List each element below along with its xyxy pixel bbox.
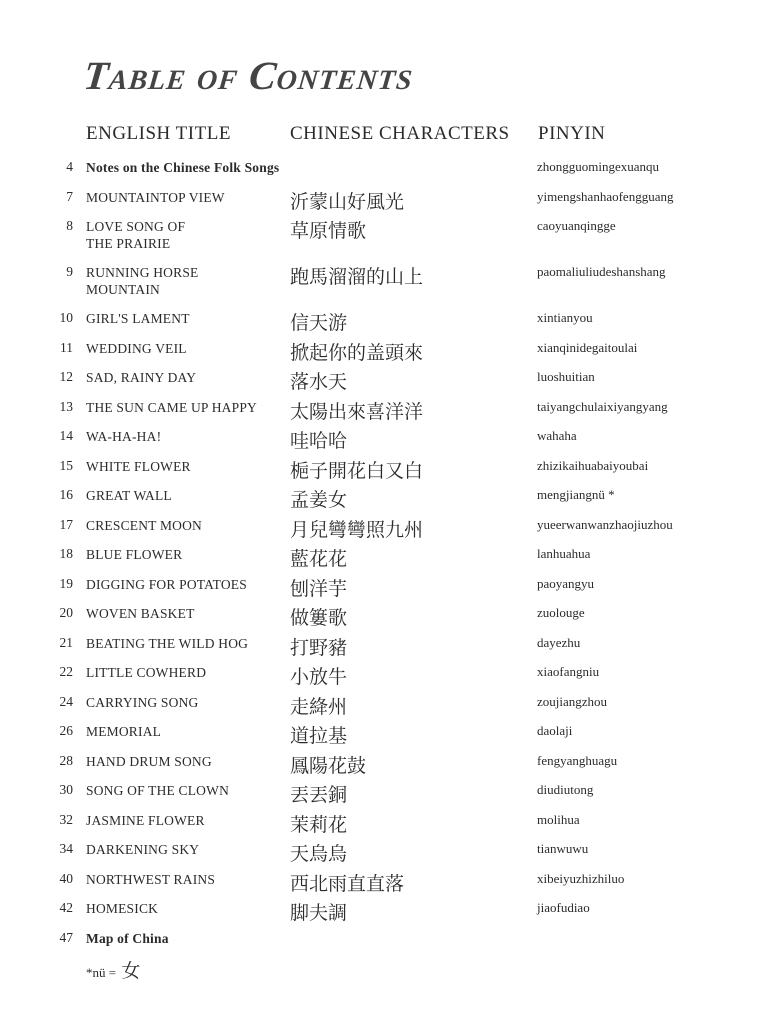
page-title: Table of Contents [81, 53, 416, 98]
chinese-characters: 沂蒙山好風光 [290, 190, 405, 213]
english-title: LITTLE COWHERD [86, 665, 207, 680]
english-title: WA-HA-HA! [86, 429, 162, 444]
chinese-characters: 丟丟銅 [290, 784, 348, 806]
chinese-characters: 天烏烏 [290, 843, 348, 865]
pinyin: xibeiyuzhizhiluo [537, 870, 625, 886]
pinyin: molihua [537, 811, 580, 827]
footnote [86, 956, 140, 983]
page-number: 20 [59, 605, 73, 620]
pinyin: fengyanghuagu [537, 752, 618, 768]
toc-row [0, 716, 768, 746]
page-number: 10 [59, 310, 73, 325]
chinese-characters: 跑馬溜溜的山上 [290, 266, 424, 288]
english-title: BLUE FLOWER [86, 547, 183, 562]
english-title: CRESCENT MOON [86, 517, 202, 533]
toc-row [0, 628, 768, 658]
pinyin: dayezhu [537, 634, 581, 650]
pinyin: jiaofudiao [537, 900, 590, 915]
page-number: 47 [59, 929, 73, 945]
toc-row [0, 569, 768, 599]
toc-row [0, 211, 768, 257]
toc-row [0, 687, 768, 717]
chinese-characters: 刨洋芋 [290, 577, 348, 600]
english-title: CARRYING SONG [86, 694, 199, 710]
chinese-characters: 走絳州 [290, 695, 348, 718]
english-title: GIRL'S LAMENT [86, 311, 190, 326]
english-title: SAD, RAINY DAY [86, 370, 197, 385]
pinyin: wahaha [537, 428, 577, 443]
toc-row [0, 834, 768, 864]
english-title: SONG OF THE CLOWN [86, 783, 230, 798]
page-number: 19 [59, 575, 73, 591]
english-title: THE SUN CAME UP HAPPY [86, 399, 257, 415]
chinese-characters: 月兒彎彎照九州 [290, 518, 424, 541]
chinese-characters: 孟姜女 [290, 489, 348, 511]
english-title: HOMESICK [86, 901, 159, 916]
chinese-characters: 掀起你的盖頭來 [290, 341, 424, 364]
toc-row [0, 893, 768, 923]
chinese-characters: 藍花花 [290, 548, 348, 570]
english-title: HAND DRUM SONG [86, 753, 212, 769]
toc-row [0, 657, 768, 687]
pinyin: caoyuanqingge [537, 218, 616, 233]
chinese-characters: 做簍歌 [290, 607, 348, 629]
english-title: Notes on the Chinese Folk Songs [86, 160, 280, 175]
header-pinyin: PINYIN [538, 123, 606, 144]
page-number: 32 [59, 811, 73, 827]
pinyin: taiyangchulaixiyangyang [537, 398, 668, 414]
english-title: MEMORIAL [86, 724, 162, 739]
page-number: 42 [59, 900, 73, 915]
page-number: 4 [66, 159, 73, 174]
pinyin: zhizikaihuabaiyoubai [537, 457, 649, 473]
page-number: 34 [59, 841, 73, 856]
toc-row [0, 182, 768, 212]
chinese-characters: 信天游 [290, 312, 348, 334]
chinese-characters: 草原情歌 [290, 220, 367, 242]
toc-row [0, 510, 768, 540]
toc-row [0, 864, 768, 894]
chinese-characters: 茉莉花 [290, 813, 348, 836]
chinese-characters: 哇哈哈 [290, 430, 348, 452]
page-number: 28 [59, 752, 73, 768]
chinese-characters: 道拉基 [290, 725, 348, 747]
page-number: 12 [59, 369, 73, 384]
english-title: NORTHWEST RAINS [86, 871, 216, 887]
pinyin: mengjiangnü * [537, 487, 615, 502]
pinyin: lanhuahua [537, 546, 591, 561]
toc-table [0, 152, 768, 952]
page-number: 15 [59, 457, 73, 473]
page-number: 40 [59, 870, 73, 886]
english-title: BEATING THE WILD HOG [86, 635, 249, 651]
toc-row [0, 805, 768, 835]
page-number: 11 [60, 339, 73, 355]
toc-row [0, 451, 768, 481]
toc-row [0, 746, 768, 776]
english-title: MOUNTAINTOP VIEW [86, 189, 225, 205]
pinyin: zhongguomingexuanqu [537, 159, 660, 174]
toc-row [0, 362, 768, 392]
toc-row [0, 775, 768, 805]
toc-row [0, 923, 768, 953]
page-number: 30 [59, 782, 73, 797]
english-title: JASMINE FLOWER [86, 812, 205, 828]
chinese-characters: 鳳陽花鼓 [290, 754, 367, 777]
pinyin: paomaliuliudeshanshang [537, 264, 666, 279]
page-number: 22 [59, 664, 73, 679]
toc-row [0, 257, 768, 303]
pinyin: yueerwanwanzhaojiuzhou [537, 516, 673, 532]
toc-row [0, 392, 768, 422]
pinyin: xiaofangniu [537, 664, 600, 679]
pinyin: luoshuitian [537, 369, 595, 384]
page-number: 17 [59, 516, 73, 532]
toc-row [0, 598, 768, 628]
english-title: GREAT WALL [86, 488, 172, 503]
english-title: DARKENING SKY [86, 842, 200, 857]
chinese-characters: 落水天 [290, 371, 348, 393]
english-title: DIGGING FOR POTATOES [86, 576, 247, 592]
page-number: 18 [59, 546, 73, 561]
toc-row [0, 480, 768, 510]
pinyin: zoujiangzhou [537, 693, 608, 709]
page-number: 7 [66, 188, 73, 204]
english-title: Map of China [86, 930, 169, 946]
english-title: WEDDING VEIL [86, 340, 187, 356]
page-number: 8 [66, 218, 73, 233]
english-title: RUNNING HORSE MOUNTAIN [86, 265, 199, 297]
footnote-text: *nü = [86, 965, 117, 980]
page-number: 13 [59, 398, 73, 414]
footnote-character: 女 [121, 960, 141, 982]
chinese-characters: 小放牛 [290, 666, 348, 688]
page-number: 14 [59, 428, 73, 443]
chinese-characters: 打野豬 [290, 636, 348, 659]
page-number: 26 [59, 723, 73, 738]
toc-row [0, 539, 768, 569]
page-number: 9 [66, 264, 73, 279]
toc-row [0, 303, 768, 333]
chinese-characters: 梔子開花白又白 [290, 459, 424, 482]
header-chinese-characters: CHINESE CHARACTERS [290, 123, 510, 144]
page-number: 24 [59, 693, 73, 709]
toc-row [0, 421, 768, 451]
chinese-characters: 西北雨直直落 [290, 872, 405, 895]
chinese-characters: 太陽出來喜洋洋 [290, 400, 424, 423]
english-title: WHITE FLOWER [86, 458, 191, 474]
pinyin: zuolouge [537, 605, 585, 620]
chinese-characters: 脚夫調 [290, 902, 348, 924]
pinyin: xianqinidegaitoulai [537, 339, 638, 355]
toc-row [0, 333, 768, 363]
pinyin: xintianyou [537, 310, 593, 325]
pinyin: daolaji [537, 723, 573, 738]
page-number: 16 [59, 487, 73, 502]
header-english-title: ENGLISH TITLE [86, 123, 231, 144]
page-number: 21 [59, 634, 73, 650]
pinyin: paoyangyu [537, 575, 595, 591]
pinyin: diudiutong [537, 782, 594, 797]
pinyin: tianwuwu [537, 841, 589, 856]
toc-row [0, 152, 768, 182]
english-title: LOVE SONG OF THE PRAIRIE [86, 219, 186, 251]
pinyin: yimengshanhaofengguang [537, 188, 674, 204]
english-title: WOVEN BASKET [86, 606, 195, 621]
